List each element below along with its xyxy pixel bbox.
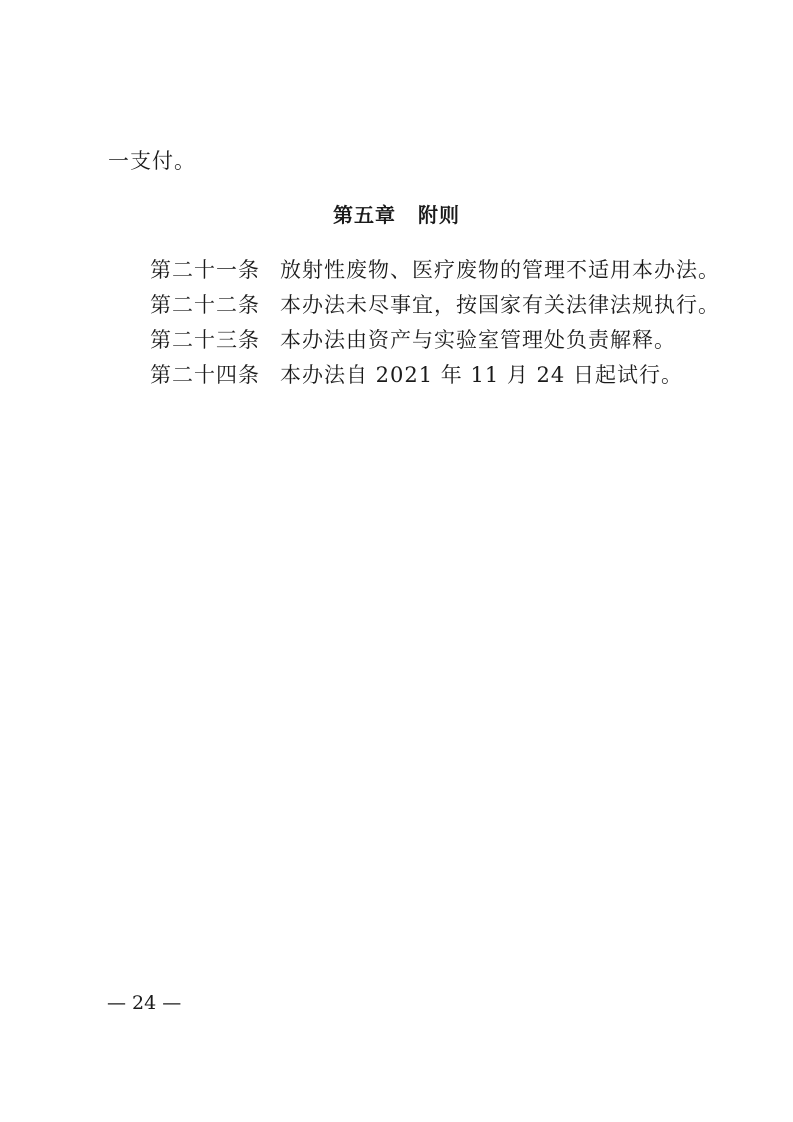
chapter-title: 附则 <box>418 203 460 227</box>
page-number: — 24 — <box>107 992 182 1014</box>
continuation-text: 一支付。 <box>108 149 196 173</box>
article-text: 本办法未尽事宜，按国家有关法律法规执行。 <box>280 293 720 317</box>
article-number: 第二十二条 <box>150 293 260 317</box>
article-23 <box>150 327 676 353</box>
article-number: 第二十一条 <box>150 258 260 282</box>
chapter-heading <box>0 202 793 228</box>
article-24 <box>150 362 683 388</box>
article-22 <box>150 292 720 318</box>
article-number: 第二十三条 <box>150 328 260 352</box>
article-text: 本办法自 2021 年 11 月 24 日起试行。 <box>280 363 683 387</box>
article-text: 本办法由资产与实验室管理处负责解释。 <box>280 328 676 352</box>
article-number: 第二十四条 <box>150 363 260 387</box>
article-text: 放射性废物、医疗废物的管理不适用本办法。 <box>280 258 720 282</box>
chapter-number: 第五章 <box>333 203 396 227</box>
article-21 <box>150 257 720 283</box>
